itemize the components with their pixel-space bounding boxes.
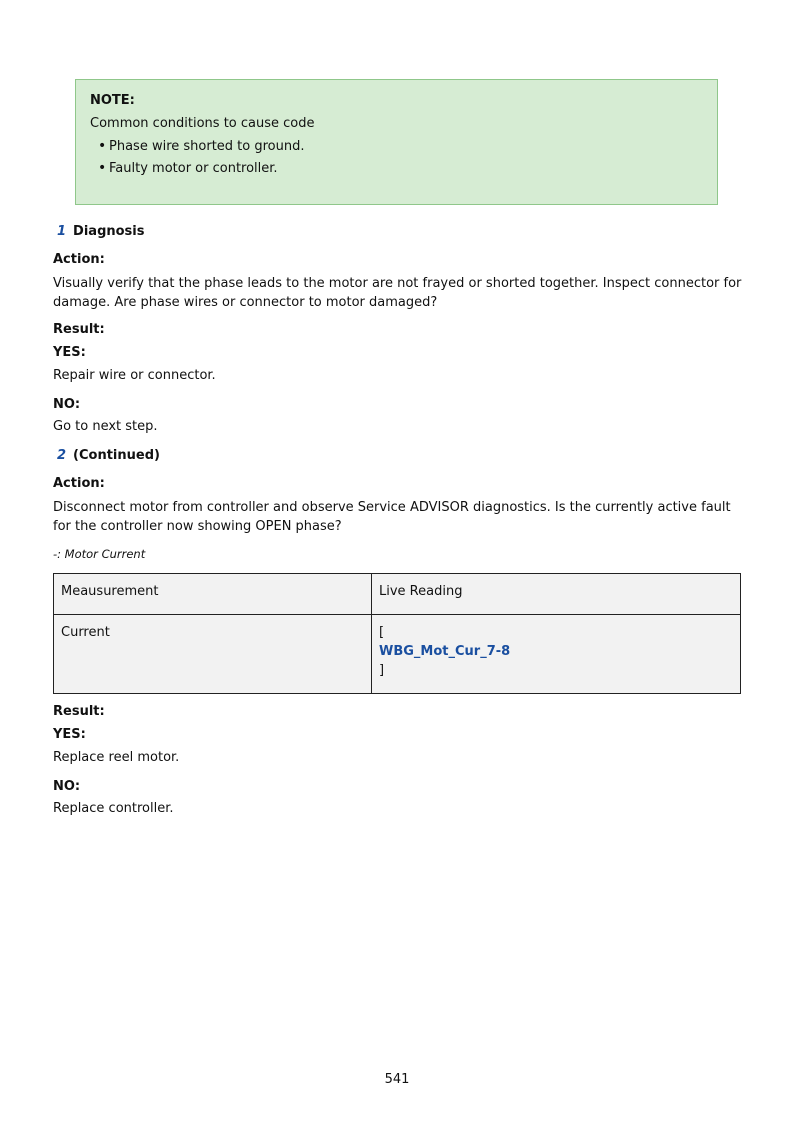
step-2-yes-text: Replace reel motor. (53, 750, 180, 765)
step-1-action-label: Action: (53, 252, 105, 267)
reading-link[interactable]: WBG_Mot_Cur_7-8 (379, 644, 511, 659)
reading-open-bracket: [ (379, 625, 385, 640)
step-1-action-text: Visually verify that the phase leads to the motor are not frayed or shorted together. Inspect connector for damage. Are phase wires or connector to motor damaged? (53, 276, 742, 310)
note-box (75, 79, 718, 205)
table-header-row (54, 574, 741, 615)
step-1-yes-text: Repair wire or connector. (53, 368, 216, 383)
note-list (90, 139, 703, 177)
step-1-title: Diagnosis (73, 224, 145, 239)
step-1-heading (52, 224, 145, 239)
table-cell-measurement: Current (54, 615, 372, 694)
note-title: NOTE: (90, 93, 135, 108)
note-text: Common conditions to cause code (90, 116, 315, 131)
step-2-heading (52, 448, 160, 463)
table-row (54, 615, 741, 694)
step-2-number: 2 (57, 448, 67, 463)
step-2-yes-label: YES: (53, 727, 86, 742)
step-2-title: (Continued) (73, 448, 160, 463)
step-2-no-label: NO: (53, 779, 81, 794)
step-2-action-text: Disconnect motor from controller and observe Service ADVISOR diagnostics. Is the currently active fault for the controller now showing OPEN phase? (53, 500, 731, 534)
step-2-no-text: Replace controller. (53, 801, 174, 816)
step-1-no-text: Go to next step. (53, 419, 158, 434)
readings-table (53, 573, 741, 694)
step-1-yes-label: YES: (53, 345, 86, 360)
table-caption: -: Motor Current (53, 547, 146, 561)
step-2-action-label: Action: (53, 476, 105, 491)
step-1-no-label: NO: (53, 397, 81, 412)
step-1-number: 1 (57, 224, 67, 239)
table-header-live-reading: Live Reading (372, 574, 741, 615)
note-list-item: • Phase wire shorted to ground. (98, 139, 703, 155)
step-1-result-label: Result: (53, 322, 105, 337)
table-cell-live-reading (372, 615, 741, 694)
page-number: 541 (384, 1072, 410, 1087)
reading-close-bracket: ] (379, 663, 385, 678)
table-header-measurement: Meausurement (54, 574, 372, 615)
note-list-item: • Faulty motor or controller. (98, 161, 703, 177)
step-2-result-label: Result: (53, 704, 105, 719)
